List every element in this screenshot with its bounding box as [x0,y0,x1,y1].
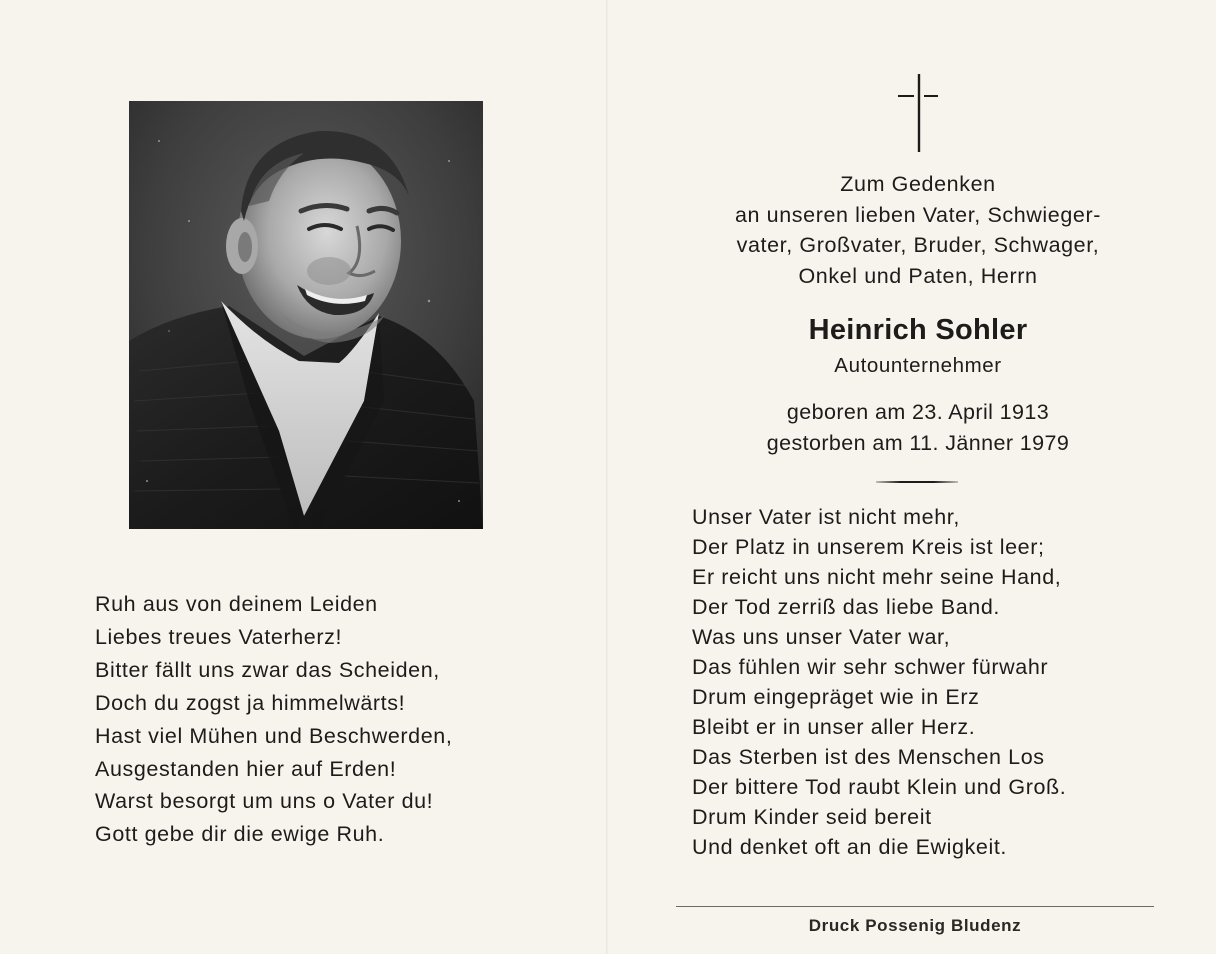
right-poem-line: Unser Vater ist nicht mehr, [692,505,960,529]
left-poem-line: Bitter fällt uns zwar das Scheiden, [95,657,440,682]
deceased-name: Heinrich Sohler [808,314,1028,346]
left-poem-line: Warst besorgt um uns o Vater du! [95,789,434,814]
deceased-profession: Autounternehmer [834,354,1002,377]
right-poem-line: Und denket oft an die Ewigkeit. [692,835,1008,859]
dedication-line: an unseren lieben Vater, Schwieger- [734,202,1101,227]
left-poem-line: Hast viel Mühen und Beschwerden, [95,723,453,748]
right-poem [692,502,1162,862]
dedication-line: vater, Großvater, Bruder, Schwager, [736,233,1100,257]
right-poem-line: Der bittere Tod raubt Klein und Groß. [692,775,1067,799]
right-poem-line: Drum Kinder seid bereit [692,805,932,829]
left-poem [95,588,575,851]
left-poem-line: Doch du zogst ja himmelwärts! [95,690,406,715]
right-poem-line: Er reicht uns nicht mehr seine Hand, [692,565,1062,589]
left-poem-line: Gott gebe dir die ewige Ruh. [95,822,385,847]
ornament-divider [876,481,958,483]
cross-icon [898,72,938,154]
right-poem-line: Der Tod zerriß das liebe Band. [692,595,1000,619]
left-poem-line: Liebes treues Vaterherz! [95,624,343,649]
right-poem-line: Drum eingepräget wie in Erz [692,685,980,709]
right-poem-line: Bleibt er in unser aller Herz. [692,715,976,739]
left-poem-line: Ruh aus von deinem Leiden [95,592,378,616]
birth-date: geboren am 23. April 1913 [786,400,1050,424]
death-date: gestorben am 11. Jänner 1979 [766,431,1070,455]
printer-credit: Druck Possenig Bludenz [808,916,1022,935]
portrait-photo [129,101,483,529]
right-poem-line: Was uns unser Vater war, [692,625,951,649]
dedication-line: Onkel und Paten, Herrn [798,263,1038,288]
right-poem-line: Das fühlen wir sehr schwer fürwahr [692,655,1049,679]
right-poem-line: Das Sterben ist des Menschen Los [692,745,1045,769]
left-poem-line: Ausgestanden hier auf Erden! [95,756,397,781]
dedication-line: Zum Gedenken [840,172,996,196]
card-fold [606,0,608,954]
footer-rule [676,906,1154,907]
life-dates [640,397,1196,459]
dedication [640,169,1196,291]
right-poem-line: Der Platz in unserem Kreis ist leer; [692,535,1045,559]
